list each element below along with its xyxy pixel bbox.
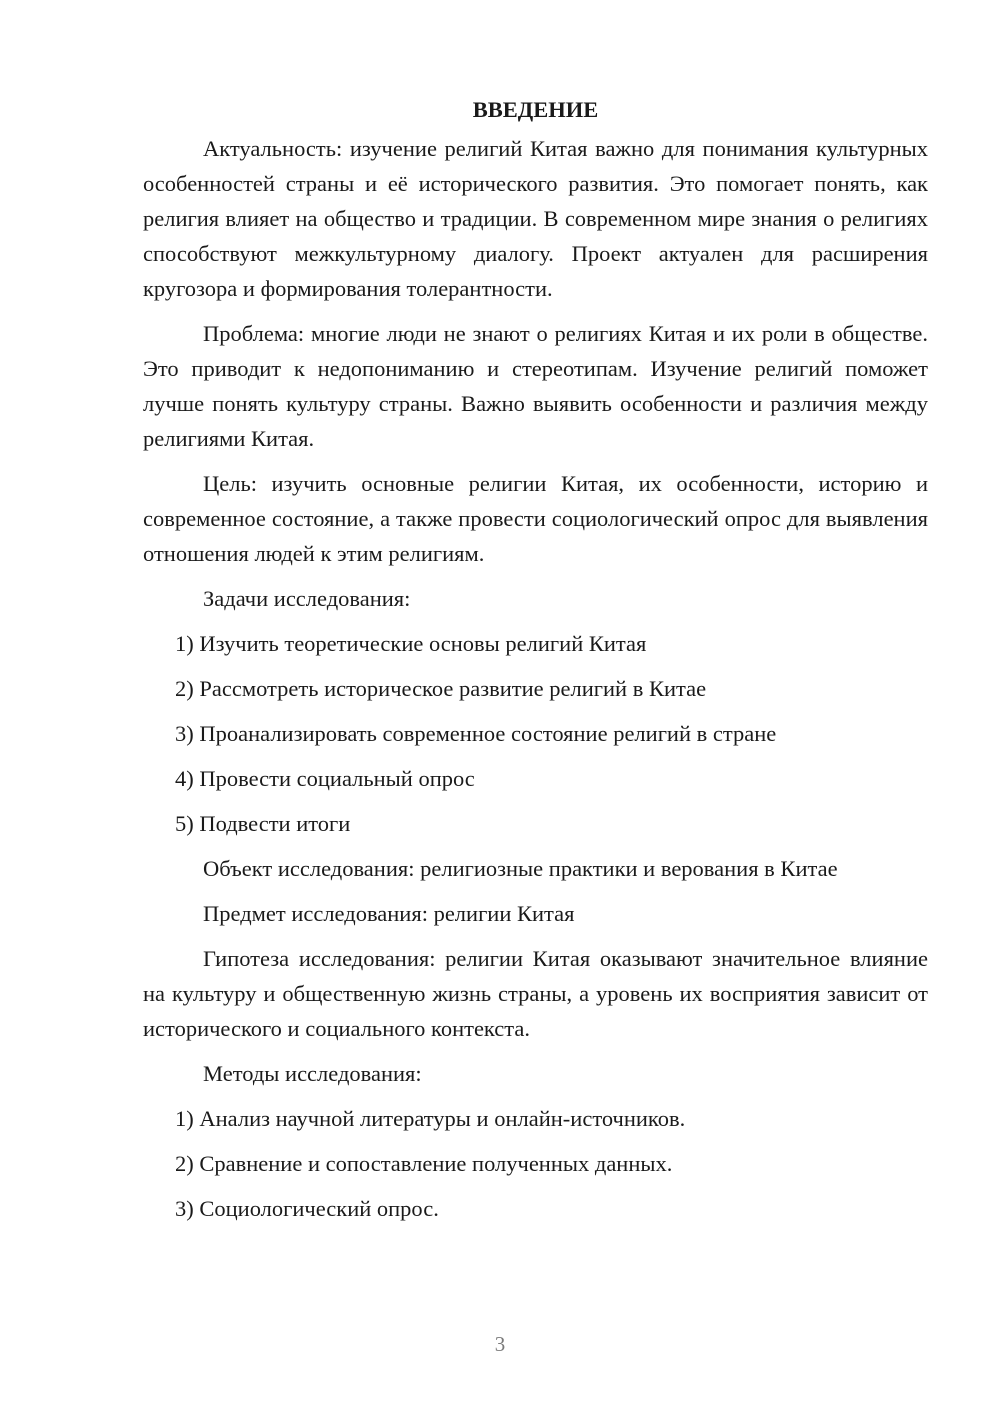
research-object: Объект исследования: религиозные практики и верования в Китае	[203, 856, 838, 881]
relevance-paragraph: Актуальность: изучение религий Китая важно для понимания культурных особенностей страны и её исторического развития. Это помогает понять, как религия влияет на общество и традиции. В современном мире знания о религиях способствуют межкультурному диалогу. Проект актуален для расширения кругозора и формирования толерантности.	[143, 136, 928, 301]
tasks-heading: Задачи исследования:	[203, 586, 411, 611]
method-item-3: 3) Социологический опрос.	[175, 1196, 439, 1221]
task-item-4: 4) Провести социальный опрос	[175, 766, 475, 791]
task-item-1: 1) Изучить теоретические основы религий Китая	[175, 631, 647, 656]
task-item-3: 3) Проанализировать современное состояние религий в стране	[175, 721, 777, 746]
research-subject: Предмет исследования: религии Китая	[203, 901, 575, 926]
methods-heading: Методы исследования:	[203, 1061, 422, 1086]
hypothesis-paragraph: Гипотеза исследования: религии Китая оказывают значительное влияние на культуру и общественную жизнь страны, а уровень их восприятия зависит от исторического и социального контекста.	[143, 946, 928, 1041]
method-item-2: 2) Сравнение и сопоставление полученных данных.	[175, 1151, 673, 1176]
goal-paragraph: Цель: изучить основные религии Китая, их особенности, историю и современное состояние, а также провести социологический опрос для выявления отношения людей к этим религиям.	[143, 471, 928, 566]
page-number: 3	[494, 1332, 506, 1356]
method-item-1: 1) Анализ научной литературы и онлайн-источников.	[175, 1106, 686, 1131]
task-item-2: 2) Рассмотреть историческое развитие религий в Китае	[175, 676, 707, 701]
task-item-5: 5) Подвести итоги	[175, 811, 351, 836]
section-title: ВВЕДЕНИЕ	[472, 97, 599, 122]
document-page	[143, 92, 928, 1236]
problem-paragraph: Проблема: многие люди не знают о религиях Китая и их роли в обществе. Это приводит к недопониманию и стереотипам. Изучение религий поможет лучше понять культуру страны. Важно выявить особенности и различия между религиями Китая.	[143, 321, 928, 451]
